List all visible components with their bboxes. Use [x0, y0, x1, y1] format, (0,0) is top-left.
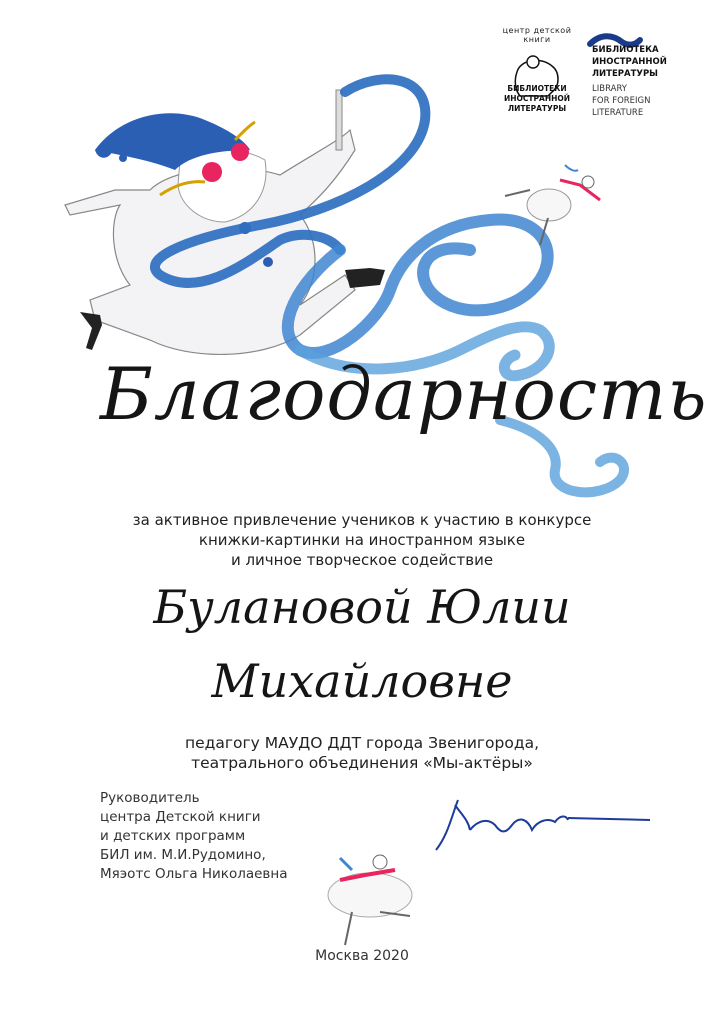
- signer-line: Руководитель: [100, 790, 200, 806]
- reason-line: и личное творческое содействие: [230, 551, 494, 569]
- library-logo: [592, 28, 702, 119]
- reason-line: книжки-картинки на иностранном языке: [198, 531, 526, 549]
- library-en-line: LITERATURE: [592, 108, 644, 118]
- library-en-line: FOR FOREIGN: [592, 96, 651, 106]
- children-book-center-logo: [496, 26, 578, 114]
- library-ru-line: ИНОСТРАННОЙ: [592, 57, 667, 67]
- center-logo-line: БИБЛИОТЕКИ: [507, 84, 567, 93]
- dancer-figure-top: [505, 165, 600, 245]
- library-ru-line: БИБЛИОТЕКА: [592, 45, 659, 55]
- signer-line: центра Детской книги: [100, 809, 261, 825]
- certificate-title: Благодарность: [100, 352, 708, 436]
- signer-line: Мяэотс Ольга Николаевна: [100, 866, 288, 882]
- signer-block: [100, 789, 360, 884]
- reason-text: [60, 510, 664, 570]
- position-line: театрального объединения «Мы-актёры»: [191, 754, 533, 772]
- library-en-line: LIBRARY: [592, 84, 628, 94]
- place-year: Москва 2020: [315, 948, 409, 964]
- signer-line: БИЛ им. М.И.Рудомино,: [100, 847, 266, 863]
- recipient-position: [100, 733, 624, 773]
- reason-line: за активное привлечение учеников к участию в конкурсе: [132, 511, 592, 529]
- handwritten-signature: [436, 800, 650, 850]
- recipient-name-line2: Михайловне: [211, 654, 513, 708]
- library-ru-line: ЛИТЕРАТУРЫ: [592, 69, 658, 79]
- center-logo-line: ЛИТЕРАТУРЫ: [507, 104, 567, 113]
- wizard-figure: [65, 90, 385, 354]
- position-line: педагогу МАУДО ДДТ города Звенигорода,: [184, 734, 540, 752]
- center-arc-text: центр детской книги: [502, 26, 572, 44]
- center-logo-line: ИНОСТРАННОЙ: [503, 94, 571, 103]
- recipient-name-line1: Булановой Юлии: [153, 580, 571, 634]
- signer-line: и детских программ: [100, 828, 246, 844]
